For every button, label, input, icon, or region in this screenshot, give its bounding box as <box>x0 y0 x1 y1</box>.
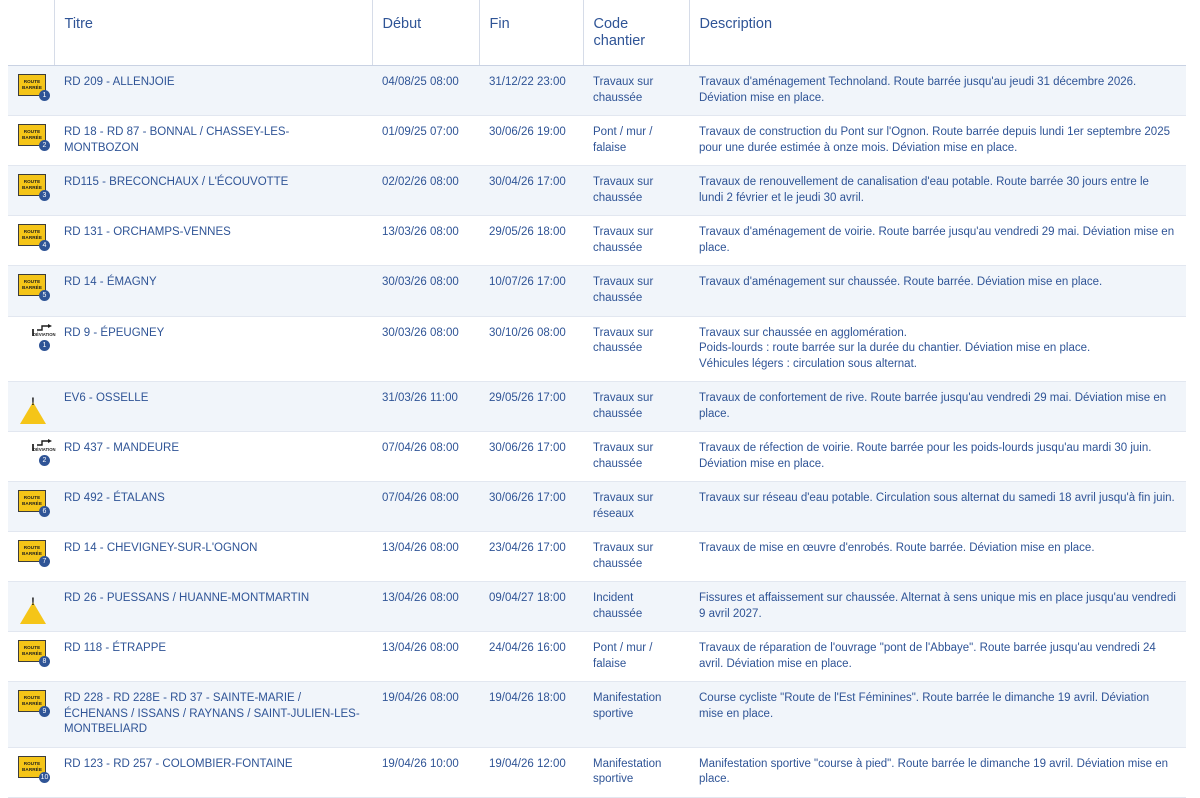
route-barree-sign: ROUTE BARRÉE <box>18 640 46 662</box>
row-fin: 30/04/26 17:00 <box>479 166 583 216</box>
row-titre[interactable]: RD 26 - PUESSANS / HUANNE-MONTMARTIN <box>54 582 372 632</box>
icon-badge-count: 5 <box>39 290 50 301</box>
icon-badge-count: 9 <box>39 706 50 717</box>
table-row[interactable] <box>8 382 1186 432</box>
row-debut: 30/03/26 08:00 <box>372 266 479 316</box>
description-line: Course cycliste "Route de l'Est Féminines". Route barrée le dimanche 19 avril. Déviation mise en place. <box>699 692 1150 720</box>
icon-badge-count: 1 <box>39 90 50 101</box>
icon-badge-count: 10 <box>40 773 49 781</box>
arrow-icon <box>37 439 55 447</box>
description-line: Poids-lourds : route barrée sur la durée du chantier. Déviation mise en place. <box>699 342 1091 355</box>
row-fin: 29/05/26 18:00 <box>479 216 583 266</box>
description-line: Travaux sur chaussée en agglomération. <box>699 326 907 339</box>
icon-badge-count: 7 <box>39 556 50 567</box>
row-debut: 31/03/26 11:00 <box>372 382 479 432</box>
row-debut: 07/04/26 08:00 <box>372 482 479 532</box>
table-row[interactable] <box>8 216 1186 266</box>
row-debut: 19/04/26 10:00 <box>372 747 479 797</box>
table-row[interactable] <box>8 582 1186 632</box>
route-barree-icon[interactable] <box>18 74 48 98</box>
row-pictogram[interactable] <box>8 632 54 682</box>
table-row[interactable] <box>8 682 1186 748</box>
route-barree-icon[interactable] <box>18 124 48 148</box>
row-code-chantier: Travaux sur chaussée <box>583 382 689 432</box>
row-debut: 19/04/26 08:00 <box>372 682 479 748</box>
route-barree-sign: ROUTE BARRÉE <box>18 274 46 296</box>
description-line: Fissures et affaissement sur chaussée. Alternat à sens unique mis en place jusqu'au vendredi 9 avril 2027. <box>699 592 1176 620</box>
table-body <box>8 66 1186 797</box>
description-line: Véhicules légers : circulation sous alternat. <box>699 357 917 370</box>
table-row[interactable] <box>8 482 1186 532</box>
row-code-chantier: Incident chaussée <box>583 582 689 632</box>
row-titre[interactable]: EV6 - OSSELLE <box>54 382 372 432</box>
row-pictogram[interactable] <box>8 582 54 632</box>
row-pictogram[interactable] <box>8 316 54 382</box>
description-line: Travaux de construction du Pont sur l'Ognon. Route barrée depuis lundi 1er septembre 2025 pour une durée estimée à onze mois. Déviation mise en place. <box>699 126 1170 154</box>
description-line: Travaux de réparation de l'ouvrage "pont de l'Abbaye". Route barrée jusqu'au vendredi 24 avril. Déviation mise en place. <box>699 642 1156 670</box>
row-code-chantier: Travaux sur réseaux <box>583 482 689 532</box>
column-header-icon <box>8 0 54 66</box>
icon-badge-count: 3 <box>39 190 50 201</box>
row-code-chantier: Travaux sur chaussée <box>583 216 689 266</box>
row-fin: 19/04/26 12:00 <box>479 747 583 797</box>
row-debut: 07/04/26 08:00 <box>372 432 479 482</box>
table-row[interactable] <box>8 116 1186 166</box>
row-debut: 13/04/26 08:00 <box>372 532 479 582</box>
row-code-chantier: Travaux sur chaussée <box>583 532 689 582</box>
route-barree-sign: ROUTE BARRÉE <box>18 756 46 778</box>
route-barree-sign: ROUTE BARRÉE <box>18 540 46 562</box>
row-debut: 30/03/26 08:00 <box>372 316 479 382</box>
row-description <box>689 582 1186 632</box>
row-description <box>689 382 1186 432</box>
row-pictogram[interactable] <box>8 747 54 797</box>
route-barree-sign: ROUTE BARRÉE <box>18 490 46 512</box>
row-debut: 13/03/26 08:00 <box>372 216 479 266</box>
deviation-sign: DÉVIATION <box>32 444 34 451</box>
icon-badge-count: 4 <box>39 240 50 251</box>
column-header-code-chantier[interactable]: Code chantier <box>583 0 689 66</box>
route-barree-sign: ROUTE BARRÉE <box>18 74 46 96</box>
row-fin: 24/04/26 16:00 <box>479 632 583 682</box>
row-titre[interactable]: RD 228 - RD 228E - RD 37 - SAINTE-MARIE / ÉCHENANS / ISSANS / RAYNANS / SAINT-JULIEN-LES-MONTBELIARD <box>54 682 372 748</box>
route-barree-icon[interactable] <box>18 274 48 298</box>
table-header <box>8 0 1186 66</box>
row-titre[interactable]: RD115 - BRECONCHAUX / L'ÉCOUVOTTE <box>54 166 372 216</box>
description-line: Travaux de réfection de voirie. Route barrée pour les poids-lourds jusqu'au mardi 30 juin. Déviation mise en place. <box>699 442 1152 470</box>
description-line: Travaux d'aménagement sur chaussée. Route barrée. Déviation mise en place. <box>699 276 1103 289</box>
row-code-chantier: Manifestation sportive <box>583 682 689 748</box>
row-description <box>689 632 1186 682</box>
row-debut: 04/08/25 08:00 <box>372 66 479 116</box>
column-header-description[interactable]: Description <box>689 0 1186 66</box>
row-pictogram[interactable] <box>8 532 54 582</box>
table-header-row <box>8 0 1186 66</box>
row-code-chantier: Travaux sur chaussée <box>583 432 689 482</box>
row-pictogram[interactable] <box>8 682 54 748</box>
description-line: Travaux de confortement de rive. Route barrée jusqu'au vendredi 29 mai. Déviation mise en place. <box>699 392 1167 420</box>
row-code-chantier: Pont / mur / falaise <box>583 632 689 682</box>
column-header-fin[interactable]: Fin <box>479 0 583 66</box>
route-barree-icon[interactable] <box>18 490 48 514</box>
row-titre[interactable]: RD 492 - ÉTALANS <box>54 482 372 532</box>
row-code-chantier: Manifestation sportive <box>583 747 689 797</box>
route-barree-icon[interactable] <box>18 224 48 248</box>
icon-badge-count: 6 <box>39 506 50 517</box>
table-row[interactable] <box>8 266 1186 316</box>
route-barree-sign: ROUTE BARRÉE <box>18 690 46 712</box>
description-line: Travaux sur réseau d'eau potable. Circulation sous alternat du samedi 18 avril jusqu'à fin juin. <box>699 492 1175 505</box>
table-row[interactable] <box>8 632 1186 682</box>
icon-badge-count: 2 <box>39 140 50 151</box>
route-barree-icon[interactable] <box>18 174 48 198</box>
row-titre[interactable]: RD 437 - MANDEURE <box>54 432 372 482</box>
row-code-chantier: Travaux sur chaussée <box>583 66 689 116</box>
row-pictogram[interactable] <box>8 266 54 316</box>
arrow-icon <box>37 324 55 332</box>
deviation-icon[interactable] <box>18 439 56 465</box>
table-row[interactable] <box>8 66 1186 116</box>
row-fin: 19/04/26 18:00 <box>479 682 583 748</box>
warning-icon[interactable] <box>18 389 48 413</box>
icon-badge-count: 2 <box>39 455 50 466</box>
row-description <box>689 216 1186 266</box>
row-titre[interactable]: RD 18 - RD 87 - BONNAL / CHASSEY-LES-MONTBOZON <box>54 116 372 166</box>
row-fin: 30/10/26 08:00 <box>479 316 583 382</box>
row-debut: 02/02/26 08:00 <box>372 166 479 216</box>
table-row[interactable] <box>8 532 1186 582</box>
row-pictogram[interactable] <box>8 116 54 166</box>
route-barree-sign: ROUTE BARRÉE <box>18 224 46 246</box>
description-line: Travaux d'aménagement Technoland. Route barrée jusqu'au jeudi 31 décembre 2026. Déviation mise en place. <box>699 76 1137 104</box>
row-code-chantier: Pont / mur / falaise <box>583 116 689 166</box>
row-titre[interactable]: RD 131 - ORCHAMPS-VENNES <box>54 216 372 266</box>
row-fin: 30/06/26 17:00 <box>479 432 583 482</box>
warning-icon[interactable] <box>18 589 48 613</box>
row-description <box>689 747 1186 797</box>
row-description <box>689 66 1186 116</box>
route-barree-icon[interactable] <box>18 640 48 664</box>
row-titre[interactable]: RD 14 - CHEVIGNEY-SUR-L'OGNON <box>54 532 372 582</box>
row-fin: 29/05/26 17:00 <box>479 382 583 432</box>
row-pictogram[interactable] <box>8 66 54 116</box>
table-row[interactable] <box>8 432 1186 482</box>
row-titre[interactable]: RD 209 - ALLENJOIE <box>54 66 372 116</box>
row-titre[interactable]: RD 118 - ÉTRAPPE <box>54 632 372 682</box>
icon-badge-count: 1 <box>39 340 50 351</box>
row-pictogram[interactable] <box>8 482 54 532</box>
column-header-debut[interactable]: Début <box>372 0 479 66</box>
row-code-chantier: Travaux sur chaussée <box>583 266 689 316</box>
row-code-chantier: Travaux sur chaussée <box>583 166 689 216</box>
roadworks-table <box>8 0 1186 798</box>
row-titre[interactable]: RD 14 - ÉMAGNY <box>54 266 372 316</box>
deviation-icon[interactable] <box>18 324 56 349</box>
table-row[interactable] <box>8 166 1186 216</box>
row-titre[interactable]: RD 123 - RD 257 - COLOMBIER-FONTAINE <box>54 747 372 797</box>
row-pictogram[interactable] <box>8 382 54 432</box>
row-fin: 31/12/22 23:00 <box>479 66 583 116</box>
row-description <box>689 532 1186 582</box>
route-barree-icon[interactable] <box>18 540 48 564</box>
column-header-titre[interactable]: Titre <box>54 0 372 66</box>
row-debut: 13/04/26 08:00 <box>372 582 479 632</box>
warning-sign <box>20 390 46 424</box>
row-titre[interactable]: RD 9 - ÉPEUGNEY <box>54 316 372 382</box>
description-line: Travaux de renouvellement de canalisation d'eau potable. Route barrée 30 jours entre le lundi 2 février et le jeudi 30 avril. <box>699 176 1149 204</box>
row-fin: 10/07/26 17:00 <box>479 266 583 316</box>
row-fin: 09/04/27 18:00 <box>479 582 583 632</box>
deviation-sign: DÉVIATION <box>32 329 34 336</box>
description-line: Travaux d'aménagement de voirie. Route barrée jusqu'au vendredi 29 mai. Déviation mise en place. <box>699 226 1175 254</box>
row-debut: 13/04/26 08:00 <box>372 632 479 682</box>
row-description <box>689 482 1186 532</box>
row-description <box>689 116 1186 166</box>
route-barree-icon[interactable] <box>18 690 48 714</box>
row-pictogram[interactable] <box>8 216 54 266</box>
row-fin: 23/04/26 17:00 <box>479 532 583 582</box>
row-description <box>689 432 1186 482</box>
row-description <box>689 682 1186 748</box>
row-description <box>689 266 1186 316</box>
table-row[interactable] <box>8 747 1186 797</box>
row-pictogram[interactable] <box>8 432 54 482</box>
row-description <box>689 316 1186 382</box>
route-barree-sign: ROUTE BARRÉE <box>18 124 46 146</box>
description-line: Manifestation sportive "course à pied". Route barrée le dimanche 19 avril. Déviation mise en place. <box>699 757 1169 786</box>
row-debut: 01/09/25 07:00 <box>372 116 479 166</box>
description-line: Travaux de mise en œuvre d'enrobés. Route barrée. Déviation mise en place. <box>699 542 1095 555</box>
row-fin: 30/06/26 17:00 <box>479 482 583 532</box>
table-row[interactable] <box>8 316 1186 382</box>
route-barree-icon[interactable] <box>18 756 48 780</box>
row-fin: 30/06/26 19:00 <box>479 116 583 166</box>
route-barree-sign: ROUTE BARRÉE <box>18 174 46 196</box>
icon-badge-count: 8 <box>39 656 50 667</box>
row-pictogram[interactable] <box>8 166 54 216</box>
row-code-chantier: Travaux sur chaussée <box>583 316 689 382</box>
warning-sign <box>20 590 46 624</box>
row-description <box>689 166 1186 216</box>
